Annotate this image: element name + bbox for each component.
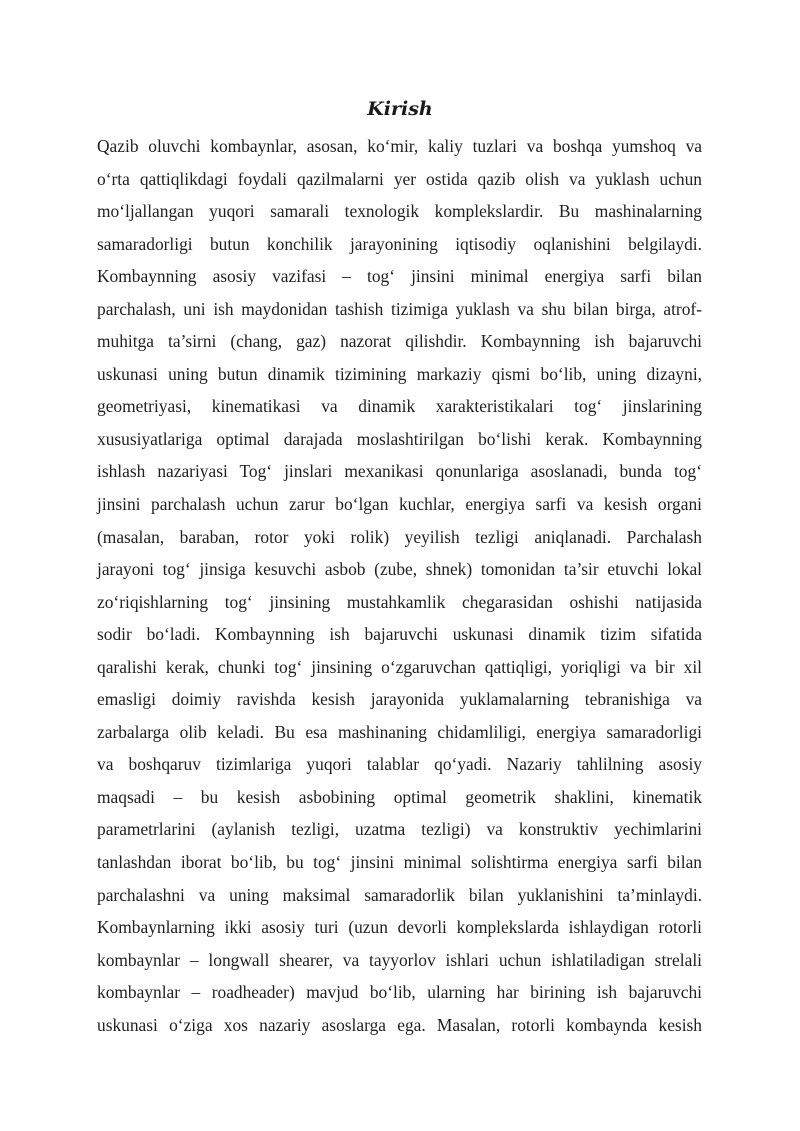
text-line: maqsadi – bu kesish asbobining optimal geometrik shaklini, kinematik bbox=[97, 786, 702, 807]
text-line: Qazib oluvchi kombaynlar, asosan, ko‘mir, kaliy tuzlari va boshqa yumshoq va bbox=[97, 136, 702, 156]
body-paragraph bbox=[97, 130, 702, 1041]
text-line: emasligi doimiy ravishda kesish jarayonida yuklamalarning tebranishiga va bbox=[97, 689, 702, 710]
text-line: Kombaynlarning ikki asosiy turi (uzun devorli komplekslarda ishlaydigan rotorli bbox=[97, 917, 702, 938]
text-line: qaralishi kerak, chunki tog‘ jinsining o‘zgaruvchan qattiqligi, yoriqligi va bir xil bbox=[97, 656, 702, 677]
text-line: samaradorligi butun konchilik jarayonining iqtisodiy oqlanishini belgilaydi. bbox=[97, 233, 702, 254]
text-line: sodir bo‘ladi. Kombaynning ish bajaruvchi uskunasi dinamik tizim sifatida bbox=[97, 624, 702, 645]
text-line: zarbalarga olib keladi. Bu esa mashinaning chidamliligi, energiya samaradorligi bbox=[97, 721, 702, 742]
text-line: o‘rta qattiqlikdagi foydali qazilmalarni yer ostida qazib olish va yuklash uchun bbox=[97, 168, 702, 189]
page-title: Kirish bbox=[367, 98, 433, 120]
text-line: va boshqaruv tizimlariga yuqori talablar qo‘yadi. Nazariy tahlilning asosiy bbox=[97, 754, 702, 775]
text-line: kombaynlar – longwall shearer, va tayyorlov ishlari uchun ishlatiladigan strelali bbox=[97, 949, 702, 970]
text-line: jinsini parchalash uchun zarur bo‘lgan kuchlar, energiya sarfi va kesish organi bbox=[97, 494, 702, 515]
text-line: zo‘riqishlarning tog‘ jinsining mustahkamlik chegarasidan oshishi natijasida bbox=[97, 591, 702, 612]
text-line: (masalan, baraban, rotor yoki rolik) yeyilish tezligi aniqlanadi. Parchalash bbox=[97, 526, 702, 547]
text-line: muhitga ta’sirni (chang, gaz) nazorat qilishdir. Kombaynning ish bajaruvchi bbox=[97, 331, 702, 352]
text-line: geometriyasi, kinematikasi va dinamik xarakteristikalari tog‘ jinslarining bbox=[97, 396, 702, 417]
text-line: jarayoni tog‘ jinsiga kesuvchi asbob (zube, shnek) tomonidan ta’sir etuvchi lokal bbox=[97, 559, 702, 580]
text-line: ishlash nazariyasi Tog‘ jinslari mexanikasi qonunlariga asoslanadi, bunda tog‘ bbox=[97, 461, 702, 482]
text-line: Kombaynning asosiy vazifasi – tog‘ jinsini minimal energiya sarfi bilan bbox=[97, 266, 702, 287]
text-line: parametrlarini (aylanish tezligi, uzatma tezligi) va konstruktiv yechimlarini bbox=[97, 819, 702, 840]
text-line: xususiyatlariga optimal darajada moslashtirilgan bo‘lishi kerak. Kombaynning bbox=[97, 428, 702, 449]
text-line: mo‘ljallangan yuqori samarali texnologik komplekslardir. Bu mashinalarning bbox=[97, 201, 702, 222]
text-line: uskunasi o‘ziga xos nazariy asoslarga ega. Masalan, rotorli kombaynda kesish bbox=[97, 1014, 702, 1035]
text-line: parchalash, uni ish maydonidan tashish tizimiga yuklash va shu bilan birga, atrof- bbox=[97, 298, 702, 319]
text-line: kombaynlar – roadheader) mavjud bo‘lib, ularning har birining ish bajaruvchi bbox=[97, 982, 702, 1003]
text-line: uskunasi uning butun dinamik tizimining markaziy qismi bo‘lib, uning dizayni, bbox=[97, 363, 702, 384]
text-line: tanlashdan iborat bo‘lib, bu tog‘ jinsini minimal solishtirma energiya sarfi bilan bbox=[97, 852, 702, 873]
text-line: parchalashni va uning maksimal samaradorlik bilan yuklanishini ta’minlaydi. bbox=[97, 884, 702, 905]
